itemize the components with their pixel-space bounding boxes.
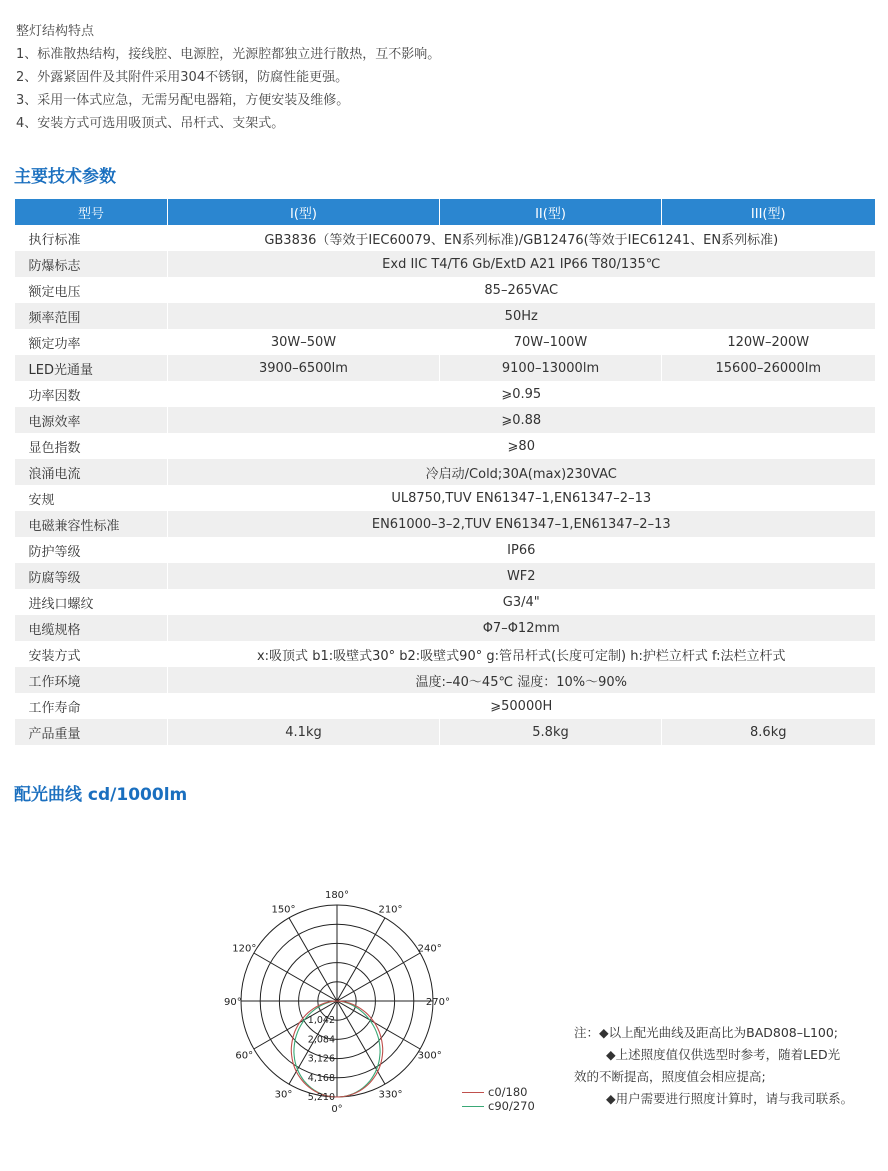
table-row (15, 563, 875, 589)
table-row (15, 615, 875, 641)
angle-label: 90° (224, 997, 242, 1008)
angle-label: 120° (232, 943, 257, 955)
param-value-type-2: 9100–13000lm (440, 355, 662, 381)
param-name: 安规 (15, 485, 168, 511)
specs-header-row (15, 199, 875, 225)
curve-note (574, 1022, 853, 1110)
param-name: 防腐等级 (15, 563, 168, 589)
radial-label: 5,210 (307, 1092, 335, 1103)
table-row (15, 355, 875, 381)
legend-swatch-c90 (462, 1106, 484, 1107)
param-value: 温度:–40～45℃ 湿度：10%～90% (168, 667, 875, 693)
legend-item-c0-180 (462, 1085, 535, 1099)
header-type-3: III(型) (662, 199, 875, 225)
param-name: 防护等级 (15, 537, 168, 563)
radial-label: 1,042 (307, 1015, 335, 1027)
legend-label-c0: c0/180 (488, 1085, 528, 1099)
table-row (15, 433, 875, 459)
param-value-type-2: 70W–100W (440, 329, 662, 355)
param-name: 进线口螺纹 (15, 589, 168, 615)
param-name: LED光通量 (15, 355, 168, 381)
specs-table (14, 199, 875, 745)
param-name: 电磁兼容性标准 (15, 511, 168, 537)
radial-label: 4,168 (307, 1072, 335, 1084)
param-name: 防爆标志 (15, 251, 168, 277)
table-row (15, 693, 875, 719)
specs-body (15, 225, 875, 745)
table-row (15, 251, 875, 277)
angle-label: 150° (271, 904, 296, 916)
angle-label: 300° (417, 1050, 442, 1062)
param-value: 85–265VAC (168, 277, 875, 303)
radial-label: 3,126 (307, 1053, 335, 1065)
param-value: Exd IIC T4/T6 Gb/ExtD A21 IP66 T80/135℃ (168, 251, 875, 277)
table-row (15, 407, 875, 433)
table-row (15, 537, 875, 563)
param-value-type-2: 5.8kg (440, 719, 662, 745)
param-value: ⩾0.95 (168, 381, 875, 407)
param-value: G3/4" (168, 589, 875, 615)
feature-item: 4、安装方式可选用吸顶式、吊杆式、支架式。 (16, 116, 285, 131)
param-name: 显色指数 (15, 433, 168, 459)
param-name: 浪涌电流 (15, 459, 168, 485)
note-line: 注：◆以上配光曲线及距高比为BAD808–L100; (574, 1025, 839, 1040)
param-name: 电缆规格 (15, 615, 168, 641)
structure-features (16, 20, 440, 135)
feature-item: 2、外露紧固件及其附件采用304不锈钢，防腐性能更强。 (16, 70, 349, 85)
table-row (15, 329, 875, 355)
angle-label: 30° (274, 1089, 293, 1101)
param-value-type-3: 15600–26000lm (662, 355, 875, 381)
param-value: EN61000–3–2,TUV EN61347–1,EN61347–2–13 (168, 511, 875, 537)
param-value-type-1: 4.1kg (168, 719, 440, 745)
param-value-type-3: 8.6kg (662, 719, 875, 745)
param-value: x:吸顶式 b1:吸壁式30° b2:吸壁式90° g:管吊杆式(长度可定制) h:护栏立杆式 f:法栏立杆式 (168, 641, 875, 667)
table-row (15, 719, 875, 745)
table-row (15, 277, 875, 303)
header-model: 型号 (15, 199, 168, 225)
param-value: ⩾0.88 (168, 407, 875, 433)
table-row (15, 589, 875, 615)
radial-label: 2,084 (307, 1034, 335, 1046)
features-title: 整灯结构特点 (16, 24, 95, 39)
param-name: 额定电压 (15, 277, 168, 303)
param-value: IP66 (168, 537, 875, 563)
curve-legend (462, 1085, 535, 1113)
param-value: ⩾80 (168, 433, 875, 459)
param-name: 频率范围 (15, 303, 168, 329)
param-name: 额定功率 (15, 329, 168, 355)
curve-title: 配光曲线 cd/1000lm (14, 785, 188, 805)
table-row (15, 381, 875, 407)
note-line: ◆用户需要进行照度计算时，请与我司联系。 (606, 1091, 854, 1106)
angle-label: 210° (378, 904, 403, 916)
table-row (15, 667, 875, 693)
angle-label: 180° (324, 890, 350, 901)
param-value: UL8750,TUV EN61347–1,EN61347–2–13 (168, 485, 875, 511)
angle-label: 60° (235, 1050, 254, 1062)
table-row (15, 303, 875, 329)
note-line: ◆上述照度值仅供选型时参考，随着LED光 (606, 1047, 841, 1062)
param-name: 工作环境 (15, 667, 168, 693)
feature-item: 3、采用一体式应急，无需另配电器箱，方便安装及维修。 (16, 93, 350, 108)
param-name: 执行标准 (15, 225, 168, 251)
angle-label: 270° (425, 997, 450, 1008)
legend-label-c90: c90/270 (488, 1099, 535, 1113)
header-type-1: I(型) (168, 199, 440, 225)
param-value-type-1: 3900–6500lm (168, 355, 440, 381)
angle-label: 330° (378, 1089, 403, 1101)
specs-title: 主要技术参数 (14, 167, 116, 187)
param-name: 工作寿命 (15, 693, 168, 719)
table-row (15, 511, 875, 537)
note-line: 效的不断提高，照度值会相应提高; (574, 1069, 766, 1084)
param-name: 功率因数 (15, 381, 168, 407)
param-value-type-1: 30W–50W (168, 329, 440, 355)
param-value: ⩾50000H (168, 693, 875, 719)
param-value: 50Hz (168, 303, 875, 329)
table-row (15, 485, 875, 511)
param-name: 安装方式 (15, 641, 168, 667)
angle-label: 0° (331, 1104, 343, 1115)
feature-item: 1、标准散热结构，接线腔、电源腔，光源腔都独立进行散热，互不影响。 (16, 47, 441, 62)
table-row (15, 459, 875, 485)
legend-item-c90-270 (462, 1099, 535, 1113)
legend-swatch-c0 (462, 1092, 484, 1093)
param-name: 产品重量 (15, 719, 168, 745)
param-value: Φ7–Φ12mm (168, 615, 875, 641)
polar-distribution-chart (205, 880, 475, 1120)
param-name: 电源效率 (15, 407, 168, 433)
param-value-type-3: 120W–200W (662, 329, 875, 355)
angle-label: 240° (417, 943, 442, 955)
param-value: 冷启动/Cold;30A(max)230VAC (168, 459, 875, 485)
header-type-2: II(型) (440, 199, 662, 225)
table-row (15, 225, 875, 251)
table-row (15, 641, 875, 667)
param-value: GB3836（等效于IEC60079、EN系列标准)/GB12476(等效于IEC61241、EN系列标准) (168, 225, 875, 251)
param-value: WF2 (168, 563, 875, 589)
